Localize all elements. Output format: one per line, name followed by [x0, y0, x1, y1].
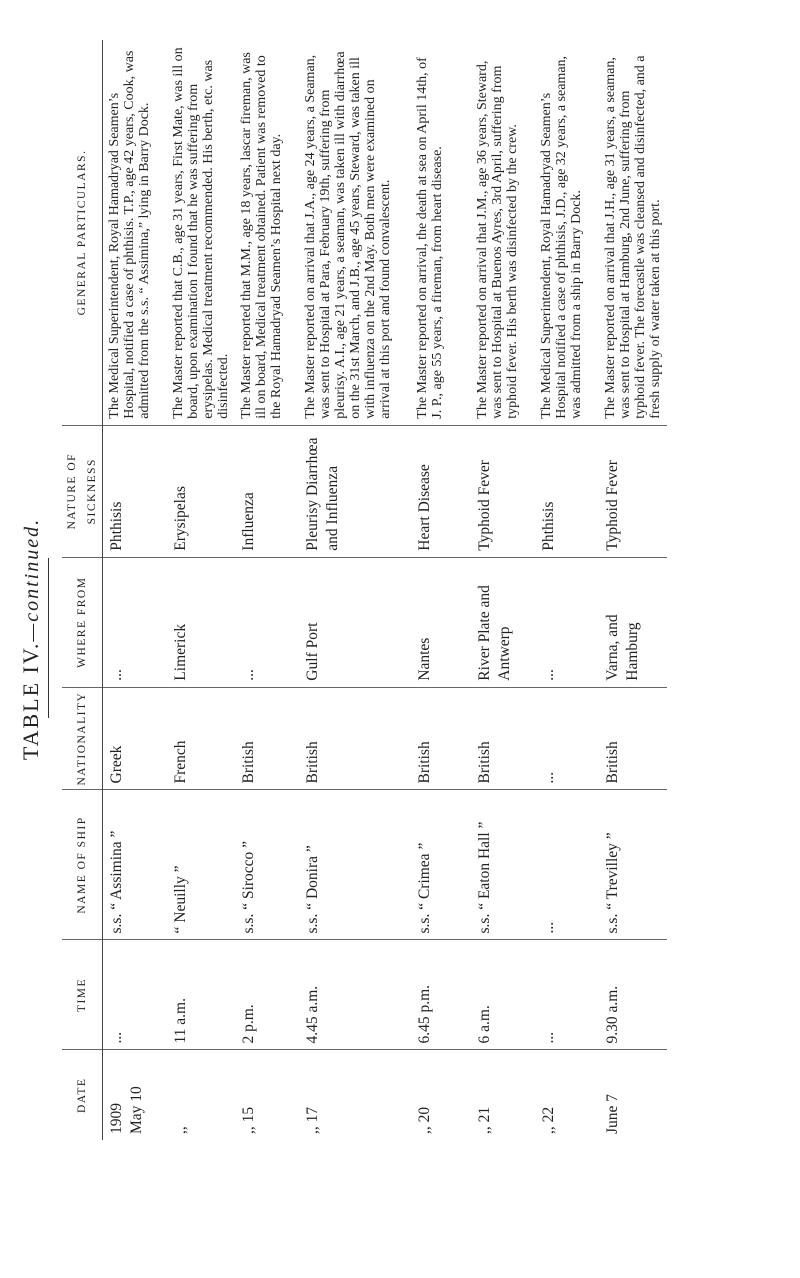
particulars-cell	[299, 40, 411, 425]
ship-cell-text: s.s. “ Eaton Hall ”	[475, 821, 493, 934]
header-date: DATE	[62, 1050, 103, 1140]
date-cell	[235, 1050, 299, 1140]
time-cell	[471, 940, 535, 1050]
ship-cell-text: s.s. “ Sirocco ”	[239, 840, 257, 934]
sickness-cell-text: Phthisis	[539, 501, 557, 551]
nationality-cell	[103, 687, 167, 790]
particulars-cell	[599, 40, 667, 425]
header-where-from: WHERE FROM	[62, 557, 103, 687]
time-cell	[167, 940, 235, 1050]
date-cell	[599, 1050, 667, 1140]
particulars-cell-text: The Master reported that M.M., age 18 years, lascar fireman, was ill on board, Medical treatment obtained. Patient was removed to the Royal Hamadryad Seamen’s Hospital next day.	[238, 52, 284, 419]
time-cell-text: ...	[539, 1031, 557, 1044]
sickness-cell-text: Influenza	[239, 492, 257, 551]
nationality-cell-text: Greek	[108, 745, 125, 784]
nationality-cell-text: British	[239, 741, 257, 784]
particulars-cell-text: The Master reported that C.B., age 31 years, First Mate, was ill on board, upon examination I found that he was suffering from erysipelas. Medical treatment recommended. His berth, etc. was disinfected.	[170, 47, 231, 419]
where-from-cell-text: River Plate and Antwerp	[475, 585, 513, 681]
sickness-table	[62, 40, 667, 1140]
where-from-cell-text: ...	[108, 669, 125, 681]
date-cell-text: ,, 22	[539, 1106, 557, 1134]
ship-cell	[167, 790, 235, 940]
title-main: TABLE IV.	[18, 641, 43, 761]
date-cell-text: ,, 20	[415, 1106, 433, 1134]
table-row	[103, 40, 167, 1140]
ship-cell-text: ...	[539, 921, 557, 934]
time-cell-text: 6.45 p.m.	[415, 984, 433, 1044]
sickness-cell-text: Heart Disease	[415, 464, 433, 551]
sickness-cell-text: Typhoid Fever	[475, 460, 493, 551]
ship-cell	[471, 790, 535, 940]
where-from-cell	[599, 557, 667, 687]
header-ship: NAME OF SHIP	[62, 790, 103, 940]
sickness-cell-text: Typhoid Fever	[603, 460, 621, 551]
time-cell-text: 2 p.m.	[239, 1004, 257, 1044]
particulars-cell-text: The Master reported on arrival that J.H., age 31 years, a seaman, was sent to Hospital at Hamburg, 2nd June, suffering from typhoid fever. The forecastle was cleansed and disinfected, and a fresh supply of water taken at this port.	[602, 55, 663, 419]
date-cell	[471, 1050, 535, 1140]
nationality-cell	[235, 687, 299, 790]
table-row	[235, 40, 299, 1140]
where-from-cell	[535, 557, 599, 687]
date-cell	[411, 1050, 471, 1140]
sickness-cell	[411, 425, 471, 557]
nationality-cell-text: British	[475, 741, 493, 784]
date-cell-text: ,, 21	[475, 1106, 493, 1134]
sickness-cell	[471, 425, 535, 557]
where-from-cell-text: Nantes	[415, 637, 433, 681]
where-from-cell-text: Limerick	[171, 623, 189, 681]
particulars-cell	[411, 40, 471, 425]
table-row	[411, 40, 471, 1140]
date-cell	[299, 1050, 411, 1140]
time-cell	[103, 940, 167, 1050]
date-cell-text: ,, 15	[239, 1106, 257, 1134]
date-cell	[535, 1050, 599, 1140]
where-from-cell	[167, 557, 235, 687]
particulars-cell	[471, 40, 535, 425]
sickness-cell	[535, 425, 599, 557]
where-from-cell	[235, 557, 299, 687]
nationality-cell	[535, 687, 599, 790]
time-cell-text: 4.45 a.m.	[303, 985, 321, 1044]
ship-cell	[535, 790, 599, 940]
where-from-cell	[103, 557, 167, 687]
table-row	[167, 40, 235, 1140]
particulars-cell	[103, 40, 167, 425]
nationality-cell-text: British	[415, 741, 433, 784]
time-cell	[535, 940, 599, 1050]
particulars-cell-text: The Master reported on arrival that J.M., age 36 years, Steward, was sent to Hospital at Buenos Ayres, 3rd April, suffering from typhoid fever. His berth was disinfected by the crew.	[474, 60, 520, 419]
sickness-cell	[235, 425, 299, 557]
where-from-cell-text: ...	[539, 669, 557, 681]
ship-cell	[411, 790, 471, 940]
header-row	[62, 40, 103, 1140]
header-nationality: NATIONALITY	[62, 687, 103, 790]
ship-cell-text: s.s. “ Trevilley ”	[603, 832, 621, 934]
nationality-cell-text: ...	[539, 771, 557, 784]
ship-cell	[235, 790, 299, 940]
nationality-cell-text: British	[303, 741, 321, 784]
particulars-cell-text: The Master reported on arrival, the death at sea on April 14th, of J. P., age 55 years, a fireman, from heart disease.	[414, 57, 445, 419]
table-body	[103, 40, 667, 1140]
date-cell	[103, 1050, 167, 1140]
sickness-cell-text: Erysipelas	[171, 486, 189, 551]
nationality-cell	[599, 687, 667, 790]
table-row	[535, 40, 599, 1140]
date-cell-text: June 7	[603, 1093, 621, 1134]
particulars-cell	[235, 40, 299, 425]
where-from-cell	[411, 557, 471, 687]
table-row	[299, 40, 411, 1140]
nationality-cell	[411, 687, 471, 790]
header-time: TIME	[62, 940, 103, 1050]
date-cell	[167, 1050, 235, 1140]
ship-cell-text: s.s. “ Assimina ”	[108, 830, 125, 934]
sickness-cell	[103, 425, 167, 557]
ship-cell-text: s.s. “ Donira ”	[303, 845, 321, 934]
ship-cell	[103, 790, 167, 940]
nationality-cell	[471, 687, 535, 790]
date-cell-text: May 10	[128, 1086, 145, 1134]
header-sickness: NATURE OF SICKNESS	[62, 425, 103, 557]
particulars-cell-text: The Medical Superintendent, Royal Hamadryad Seamen’s Hospital, notified a case of phthisis. T.P., age 42 years, Cook, was admitted from the s.s. “ Assimina,” lying in Barry Dock.	[107, 50, 152, 419]
where-from-cell	[299, 557, 411, 687]
sickness-cell	[167, 425, 235, 557]
particulars-cell-text: The Medical Superintendent, Royal Hamadryad Seamen’s Hospital notified a case of phthisis, J.D., age 32 years, a seaman, was admitted from a ship in Barry Dock.	[538, 55, 584, 419]
time-cell-text: ...	[108, 1031, 125, 1044]
time-cell-text: 9.30 a.m.	[603, 985, 621, 1044]
sickness-cell	[299, 425, 411, 557]
table-row	[471, 40, 535, 1140]
table-row	[599, 40, 667, 1140]
sickness-cell-text: Pleurisy Diarrhœa and Influenza	[303, 437, 341, 551]
ship-cell	[299, 790, 411, 940]
particulars-cell	[167, 40, 235, 425]
nationality-cell-text: French	[171, 740, 189, 784]
nationality-cell-text: British	[603, 741, 621, 784]
title-continued: —continued.	[21, 517, 43, 642]
time-cell	[235, 940, 299, 1050]
time-cell	[599, 940, 667, 1050]
ship-cell-text: s.s. “ Crimea ”	[415, 842, 433, 934]
ship-cell-text: “ Neuilly ”	[171, 865, 189, 934]
title-underline	[48, 558, 49, 718]
year-label: 1909	[108, 1103, 125, 1134]
where-from-cell	[471, 557, 535, 687]
date-cell-text: ,, 17	[303, 1106, 321, 1134]
nationality-cell	[167, 687, 235, 790]
particulars-cell	[535, 40, 599, 425]
particulars-cell-text: The Master reported on arrival that J.A., age 24 years, a Seaman, was sent to Hospital at Para, February 19th, suffering from pleurisy. A.I., age 21 years, a seaman, was taken ill with diarrhœa on the 31st March, and J.B., age 45 years, Steward, was taken ill with influenza on the 2nd May. Both men were examined on arrival at this port and found convalescent.	[302, 51, 393, 419]
sickness-cell	[599, 425, 667, 557]
where-from-cell-text: ...	[239, 669, 257, 681]
time-cell-text: 6 a.m.	[475, 1005, 493, 1044]
date-cell-text: ,,	[171, 1126, 189, 1134]
nationality-cell	[299, 687, 411, 790]
table-title	[18, 0, 44, 1278]
time-cell	[411, 940, 471, 1050]
where-from-cell-text: Varna, and Hamburg	[603, 614, 641, 681]
header-particulars: GENERAL PARTICULARS.	[62, 40, 103, 425]
time-cell	[299, 940, 411, 1050]
sickness-cell-text: Phthisis	[108, 501, 125, 551]
where-from-cell-text: Gulf Port	[303, 622, 321, 681]
time-cell-text: 11 a.m.	[171, 998, 189, 1044]
ship-cell	[599, 790, 667, 940]
